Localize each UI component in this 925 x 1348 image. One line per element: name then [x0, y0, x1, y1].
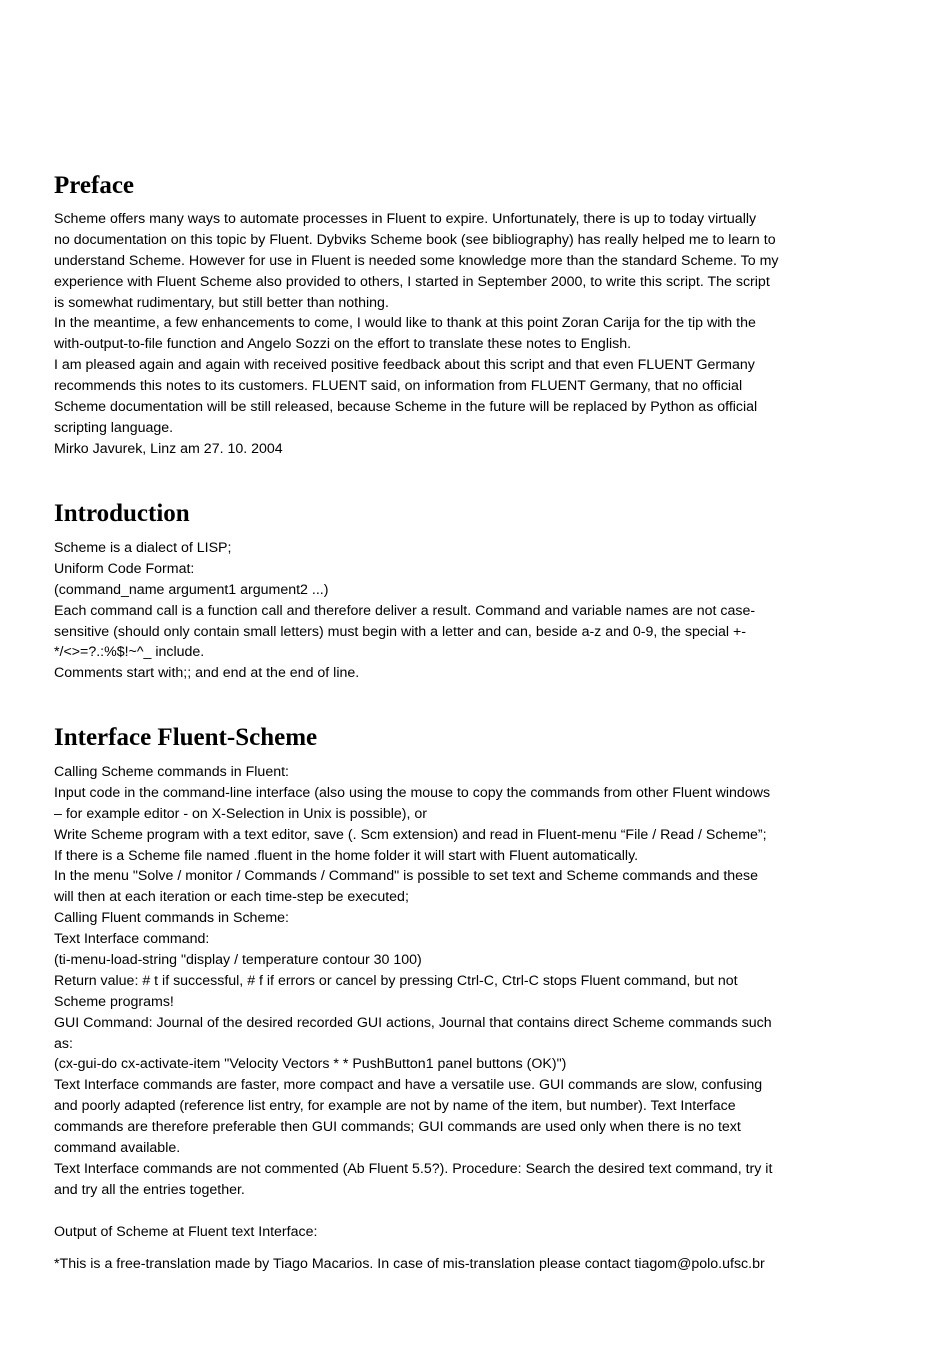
text-line: Comments start with;; and end at the end of line. [54, 665, 360, 682]
text-line: Uniform Code Format: [54, 560, 195, 577]
text-line: no documentation on this topic by Fluent. Dybviks Scheme book (see bibliography) has really helped me to learn to [54, 231, 776, 248]
text-line: In the meantime, a few enhancements to come, I would like to thank at this point Zoran Carija for the tip with the [54, 315, 756, 332]
text-line: Scheme offers many ways to automate processes in Fluent to expire. Unfortunately, there is up to today virtually [54, 211, 757, 227]
text-line: – for example editor - on X-Selection in Unix is possible), or [54, 805, 427, 822]
text-line: Scheme programs! [54, 993, 174, 1010]
text-line: Return value: # t if successful, # f if errors or cancel by pressing Ctrl-C, Ctrl-C stops Fluent command, but not [54, 972, 738, 989]
introduction-heading: Introduction [54, 500, 190, 527]
text-line: Text Interface command: [54, 931, 210, 948]
introduction-body [54, 538, 755, 684]
text-line: Calling Scheme commands in Fluent: [54, 764, 289, 780]
text-line: recommends this notes to its customers. FLUENT said, on information from FLUENT Germany, that no official [54, 378, 743, 395]
text-line: Scheme documentation will be still released, because Scheme in the future will be replaced by Python as official [54, 399, 758, 416]
footnote-text: *This is a free-translation made by Tiago Macarios. In case of mis-translation please contact tiagom@polo.ufsc.br [54, 1256, 765, 1272]
text-line: GUI Command: Journal of the desired recorded GUI actions, Journal that contains direct Scheme commands such [54, 1014, 772, 1031]
text-line: Each command call is a function call and therefore deliver a result. Command and variable names are not case- [54, 602, 756, 619]
text-line: (ti-menu-load-string "display / temperature contour 30 100) [54, 952, 422, 969]
text-line: Input code in the command-line interface (also using the mouse to copy the commands from other Fluent windows [54, 784, 771, 801]
text-line: Text Interface commands are faster, more compact and have a versatile use. GUI commands are slow, confusing [54, 1077, 763, 1094]
text-line: I am pleased again and again with received positive feedback about this script and that even FLUENT Germany [54, 357, 755, 374]
text-line: (command_name argument1 argument2 ...) [54, 581, 329, 598]
text-line: with-output-to-file function and Angelo Sozzi on the effort to translate these notes to English. [54, 336, 632, 353]
text-line: understand Scheme. However for use in Fluent is needed some knowledge more than the standard Scheme. To my [54, 252, 779, 269]
interface-body [54, 762, 772, 1242]
text-line: experience with Fluent Scheme also provided to others, I started in September 2000, to write this script. The script [54, 273, 770, 290]
preface-body [54, 209, 779, 460]
text-line: Mirko Javurek, Linz am 27. 10. 2004 [54, 440, 283, 457]
text-line: (cx-gui-do cx-activate-item "Velocity Vectors * * PushButton1 panel buttons (OK)") [54, 1056, 567, 1073]
text-line: Scheme is a dialect of LISP; [54, 540, 232, 556]
text-line [54, 1201, 772, 1222]
text-line: and poorly adapted (reference list entry, for example are not by name of the item, but number). Text Interface [54, 1098, 736, 1115]
text-line: */<>=?.:%$!~^_ include. [54, 644, 205, 661]
text-line: is somewhat rudimentary, but still better than nothing. [54, 294, 389, 311]
text-line: will then at each iteration or each time-step be executed; [54, 889, 409, 906]
text-line: Text Interface commands are not commented (Ab Fluent 5.5?). Procedure: Search the desired text command, try it [54, 1160, 773, 1177]
text-line: command available. [54, 1140, 181, 1157]
text-line: Calling Fluent commands in Scheme: [54, 910, 289, 927]
text-line: as: [54, 1035, 73, 1052]
text-line: sensitive (should only contain small letters) must begin with a letter and can, beside a-z and 0-9, the special +- [54, 623, 747, 640]
interface-heading: Interface Fluent-Scheme [54, 724, 318, 751]
text-line: Output of Scheme at Fluent text Interface: [54, 1223, 318, 1240]
text-line: Write Scheme program with a text editor, save (. Scm extension) and read in Fluent-menu “File / Read / Scheme”; [54, 826, 767, 843]
footnote [54, 1254, 765, 1275]
text-line: If there is a Scheme file named .fluent in the home folder it will start with Fluent automatically. [54, 847, 639, 864]
text-line: In the menu "Solve / monitor / Commands / Command" is possible to set text and Scheme commands and these [54, 868, 759, 885]
text-line: and try all the entries together. [54, 1181, 245, 1198]
text-line: commands are therefore preferable then GUI commands; GUI commands are used only when there is no text [54, 1119, 741, 1136]
text-line: scripting language. [54, 419, 174, 436]
preface-heading: Preface [54, 172, 135, 199]
